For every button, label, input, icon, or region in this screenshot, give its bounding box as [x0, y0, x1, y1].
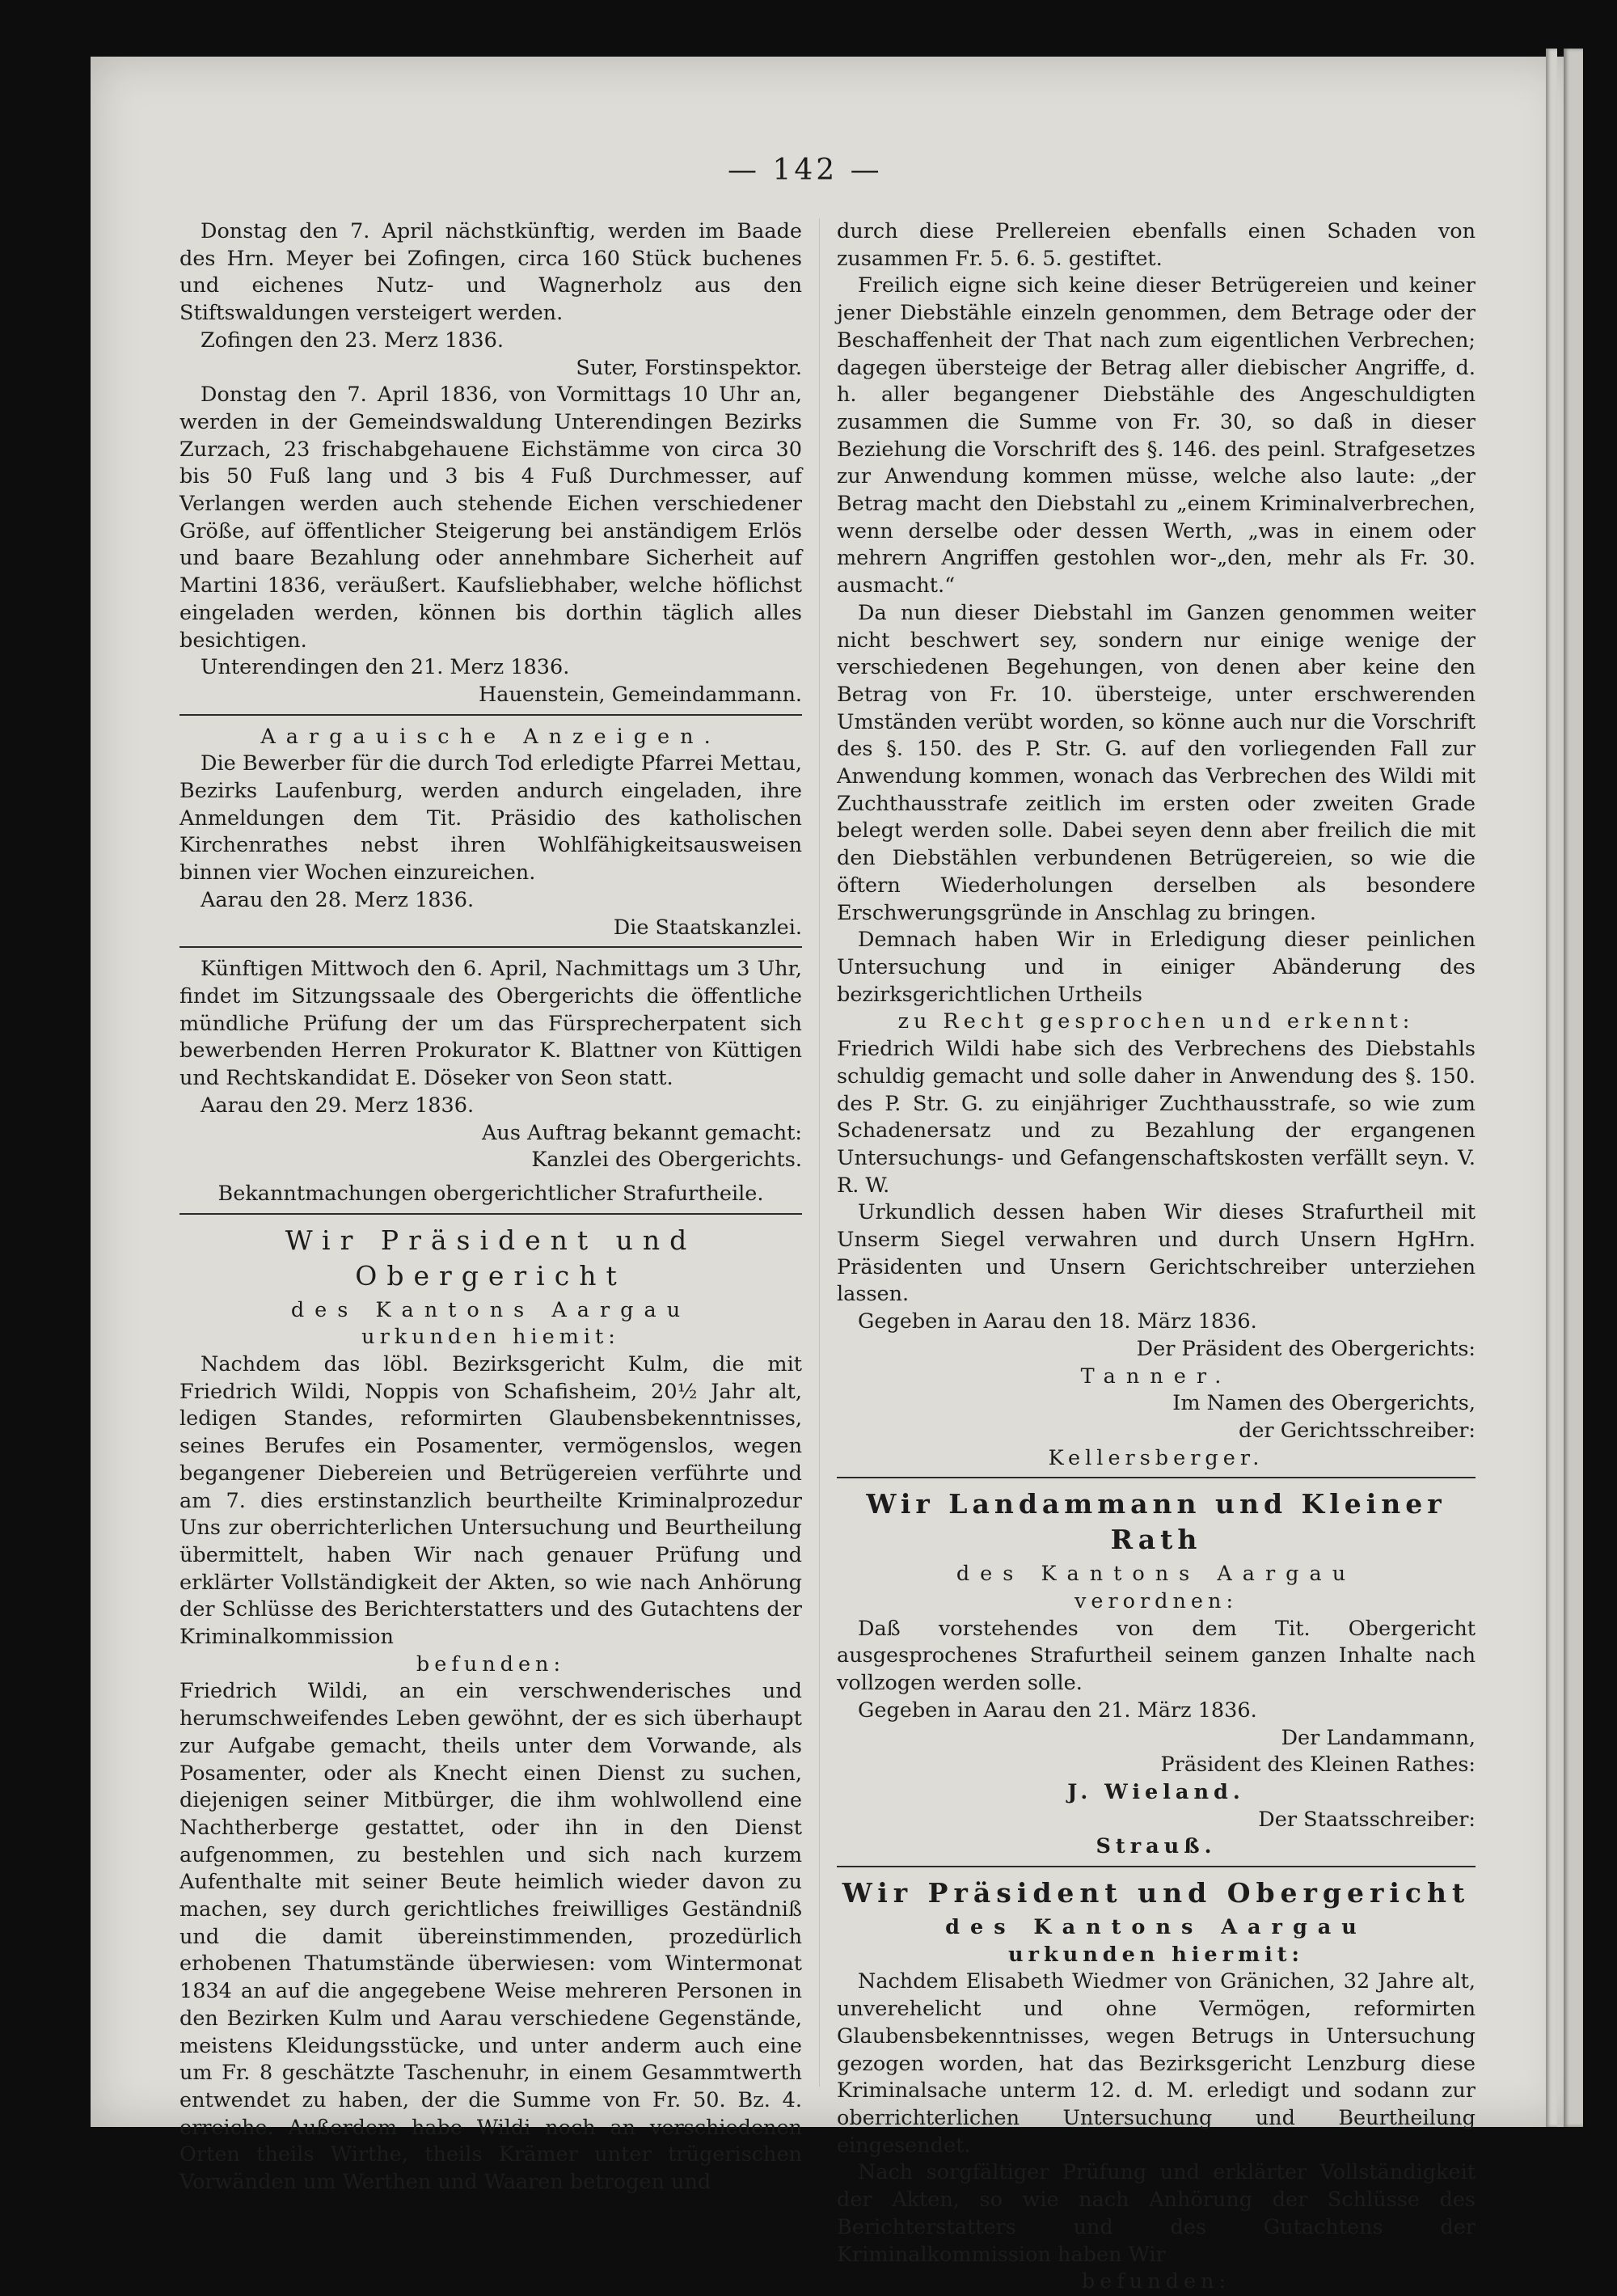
notice-wood-sale-zofingen: Donstag den 7. April nächstkünftig, werden im Baade des Hrn. Meyer bei Zofingen, circa 160 Stück buchenes und eichenes Nutz- und Wagnerholz aus den Stiftswaldungen versteigert werden. — [179, 219, 802, 326]
page-number: — 142 — — [728, 154, 883, 187]
notice-signature: Suter, Forstinspektor. — [576, 355, 802, 380]
verdict-text: Friedrich Wildi habe sich des Verbrechens des Diebstahls schuldig gemacht und solle daher in Anwendung des §. 150. des P. Str. G. zu einjähriger Zuchthausstrafe, so wie zum Schadenersatz und zu Bezahlung der ergangenen Untersuchungs- und Gefangenschaftskosten verfällt seyn. V. R. W. — [837, 1037, 1476, 1198]
section-rule — [179, 714, 802, 716]
ordinance-place-date: Gegeben in Aarau den 21. März 1836. — [858, 1698, 1257, 1723]
ordinance-text: Daß vorstehendes von dem Tit. Obergericht ausgesprochenes Strafurtheil seinem ganzen Inhalte nach vollzogen werden solle. — [837, 1616, 1476, 1696]
rath-subheading: des Kantons Aargau — [956, 1562, 1357, 1587]
notice-pfarrei-mettau: Die Bewerber für die durch Tod erledigte Pfarrei Mettau, Bezirks Laufenburg, werden andurch eingeladen, ihre Anmeldungen dem Tit. Präsidio des katholischen Kirchenrathes nebst ihren Wohlfähigkeitsausweisen binnen vier Wochen einzureichen. — [179, 751, 802, 886]
notice-signature: Hauenstein, Gemeindammann. — [479, 682, 802, 707]
befunden-heading: befunden: — [416, 1651, 566, 1677]
section-rule — [179, 1213, 802, 1215]
signature-name: J. Wieland. — [1067, 1779, 1245, 1804]
signature-name: Kellersberger. — [1048, 1445, 1264, 1470]
notice-place-date: Zofingen den 23. Merz 1836. — [201, 328, 504, 353]
signature-name: Strauß. — [1096, 1834, 1217, 1859]
right-column — [837, 218, 1476, 2296]
section-rule — [837, 1477, 1476, 1478]
signature-line: Der Präsident des Obergerichts: — [1136, 1336, 1476, 1361]
notice-place-date: Aarau den 29. Merz 1836. — [201, 1093, 475, 1118]
judgment-paragraph: Demnach haben Wir in Erledigung dieser peinlichen Untersuchung und in einiger Abänderung des bezirksgerichtlichen Urtheils — [837, 928, 1476, 1007]
rath-heading: Wir Landammann und Kleiner Rath — [866, 1488, 1446, 1556]
section-heading: Aargauische Anzeigen. — [260, 724, 721, 749]
rath-subheading: verordnen: — [1074, 1589, 1239, 1614]
judgment-continued: durch diese Prellereien ebenfalls einen Schaden von zusammen Fr. 5. 6. 5. gestiftet. — [837, 219, 1476, 271]
signature-line: Der Staatsschreiber: — [1258, 1807, 1476, 1832]
judgment-place-date: Gegeben in Aarau den 18. März 1836. — [858, 1309, 1257, 1334]
court-subheading: des Kantons Aargau — [290, 1297, 691, 1322]
notice-place-date: Aarau den 28. Merz 1836. — [201, 887, 475, 912]
notice-signature: Die Staatskanzlei. — [613, 915, 802, 940]
signature-line: Präsident des Kleinen Rathes: — [1160, 1753, 1476, 1778]
notice-signature: Kanzlei des Obergerichts. — [531, 1148, 802, 1173]
left-column — [179, 218, 802, 2197]
court2-subheading: des Kantons Aargau — [945, 1915, 1367, 1940]
page-edge-outer — [1564, 49, 1583, 2127]
court2-subheading: urkunden hiermit: — [1008, 1942, 1304, 1967]
section-rule — [179, 946, 802, 948]
court-subheading: urkunden hiemit: — [361, 1325, 620, 1350]
court2-heading: Wir Präsident und Obergericht — [842, 1877, 1471, 1909]
signature-line: der Gerichtsschreiber: — [1239, 1418, 1476, 1443]
notice-place-date: Unterendingen den 21. Merz 1836. — [201, 655, 570, 680]
court-heading: Wir Präsident und Obergericht — [285, 1224, 697, 1292]
judgment2-paragraph: Nach sorgfältiger Prüfung und erklärter Vollständigkeit der Akten, so wie nach Anhörung der Schlüsse des Berichterstatters und des Gutachtens der Kriminalkommission haben Wir — [837, 2160, 1476, 2267]
section-rule — [837, 1866, 1476, 1867]
judgment-paragraph: Freilich eigne sich keine dieser Betrügereien und keiner jener Diebstähle einzeln genommen, dem Betrage oder der Beschaffenheit der That nach zum eigentlichen Verbrechen; dagegen übersteige der Betrag aller diebischer Angriffe, d. h. aller begangener Diebstähle des Angeschuldigten zusammen die Summe von Fr. 30, so daß in dieser Beziehung die Vorschrift des §. 146. des peinl. Strafgesetzes zur Anwendung kommen müsse, welche also laute: „der Betrag macht den Diebstahl zu „einem Kriminalverbrechen, wenn derselbe oder dessen Werth, „was in einem oder mehrern Angriffen gestohlen wor-„den, mehr als Fr. 30. ausmacht.“ — [837, 273, 1476, 598]
notice-signature: Aus Auftrag bekannt gemacht: — [482, 1120, 802, 1145]
signature-name: Tanner. — [1080, 1364, 1232, 1389]
signature-line: Im Namen des Obergerichts, — [1172, 1391, 1476, 1416]
befunden-heading: befunden: — [1081, 2269, 1231, 2294]
judgment-paragraph: Da nun dieser Diebstahl im Ganzen genommen weiter nicht beschwert sey, sondern nur einige wenige der verschiedenen Begehungen, von denen aber keine den Betrag von Fr. 10. übersteige, unter erschwerenden Umständen verübt worden, so könne auch nur die Vorschrift des §. 150. des P. Str. G. auf den vorliegenden Fall zur Anwendung kommen, wonach das Verbrechen des Wildi mit Zuchthausstrafe zeitlich im ersten oder zweiten Grade belegt werden solle. Dabei seyen denn aber freilich die mit den Diebstählen verbundenen Betrügereien, so wie die öftern Wiederholungen derselben als besondere Erschwerungsgründe in Anschlag zu bringen. — [837, 600, 1476, 925]
verdict-heading: zu Recht gesprochen und erkennt: — [897, 1009, 1415, 1034]
column-divider — [819, 218, 820, 2087]
judgment-paragraph: Urkundlich dessen haben Wir dieses Strafurtheil mit Unserm Siegel verwahren und durch Unsern HgHrn. Präsidenten und Unsern Gerichtschreiber unterziehen lassen. — [837, 1200, 1476, 1307]
judgment2-intro: Nachdem Elisabeth Wiedmer von Gränichen, 32 Jahre alt, unverehelicht und ohne Vermögen, reformirten Glaubensbekenntnisses, wegen Betrugs in Untersuchung gezogen worden, hat das Bezirksgericht Lenzburg diese Kriminalsache unterm 12. d. M. erledigt und sodann zur oberrichterlichen Untersuchung und Beurtheilung eingesendet. — [837, 1969, 1476, 2158]
subsection-heading: Bekanntmachungen obergerichtlicher Strafurtheile. — [217, 1181, 764, 1206]
notice-exam-fuersprecher: Künftigen Mittwoch den 6. April, Nachmittags um 3 Uhr, findet im Sitzungssaale des Obergerichts die öffentliche mündliche Prüfung der um das Fürsprecherpatent sich bewerbenden Herren Prokurator K. Blattner von Küttigen und Rechtskandidat E. Döseker von Seon statt. — [179, 957, 802, 1091]
page-edge — [1546, 49, 1557, 2127]
judgment-intro: Nachdem das löbl. Bezirksgericht Kulm, die mit Friedrich Wildi, Noppis von Schafisheim, 20½ Jahr alt, ledigen Standes, reformirten Glaubensbekenntnisses, seines Berufes ein Posamenter, vermögenslos, wegen begangener Diebereien und Betrügereien verführte und am 7. dies erstinstanzlich beurtheilte Kriminalprozedur Uns zur oberrichterlichen Untersuchung und Beurtheilung übermittelt, haben Wir nach genauer Prüfung und erklärter Vollständigkeit der Akten, so wie nach Anhörung der Schlüsse des Berichterstatters und des Gutachtens der Kriminalkommission — [179, 1352, 802, 1650]
signature-line: Der Landammann, — [1281, 1725, 1476, 1750]
judgment-findings: Friedrich Wildi, an ein verschwenderisches und herumschweifendes Leben gewöhnt, der es sich überhaupt zur Aufgabe gemacht, theils unter dem Vorwande, als Posamenter, oder als Knecht einen Dienst zu suchen, diejenigen seiner Mitbürger, die ihm wohlwollend eine Nachtherberge gestattet, oder ihn in den Dienst aufgenommen, zu bestehlen und sich nach kurzem Aufenthalte mit seiner Beute heimlich wieder davon zu machen, sey durch gerichtliches freiwilliges Geständniß und die damit übereinstimmenden, prozedürlich erhobenen Thatumstände überwiesen: vom Wintermonat 1834 an auf die angegebene Weise mehreren Personen in den Bezirken Kulm und Aarau verschiedene Gegenstände, meistens Kleidungsstücke, und unter anderm auch eine um Fr. 8 geschätzte Taschenuhr, in einem Gesammtwerth entwendet zu haben, der die Summe von Fr. 50. Bz. 4. erreiche. Außerdem habe Wildi noch an verschiedenen Orten theils Wirthe, theils Krämer unter trügerischen Vorwänden um Werthen und Waaren betrogen und — [179, 1679, 802, 2195]
notice-oak-sale-unterendingen: Donstag den 7. April 1836, von Vormittags 10 Uhr an, werden in der Gemeindswaldung Unterendingen Bezirks Zurzach, 23 frischabgehauene Eichstämme von circa 30 bis 50 Fuß lang und 3 bis 4 Fuß Durchmesser, auf Verlangen werden auch stehende Eichen verschiedener Größe, auf öffentlicher Steigerung bei anständigem Erlös und baare Bezahlung oder annehmbare Sicherheit auf Martini 1836, veräußert. Kaufsliebhaber, welche höflichst eingeladen werden, können bis dorthin täglich alles besichtigen. — [179, 383, 802, 653]
